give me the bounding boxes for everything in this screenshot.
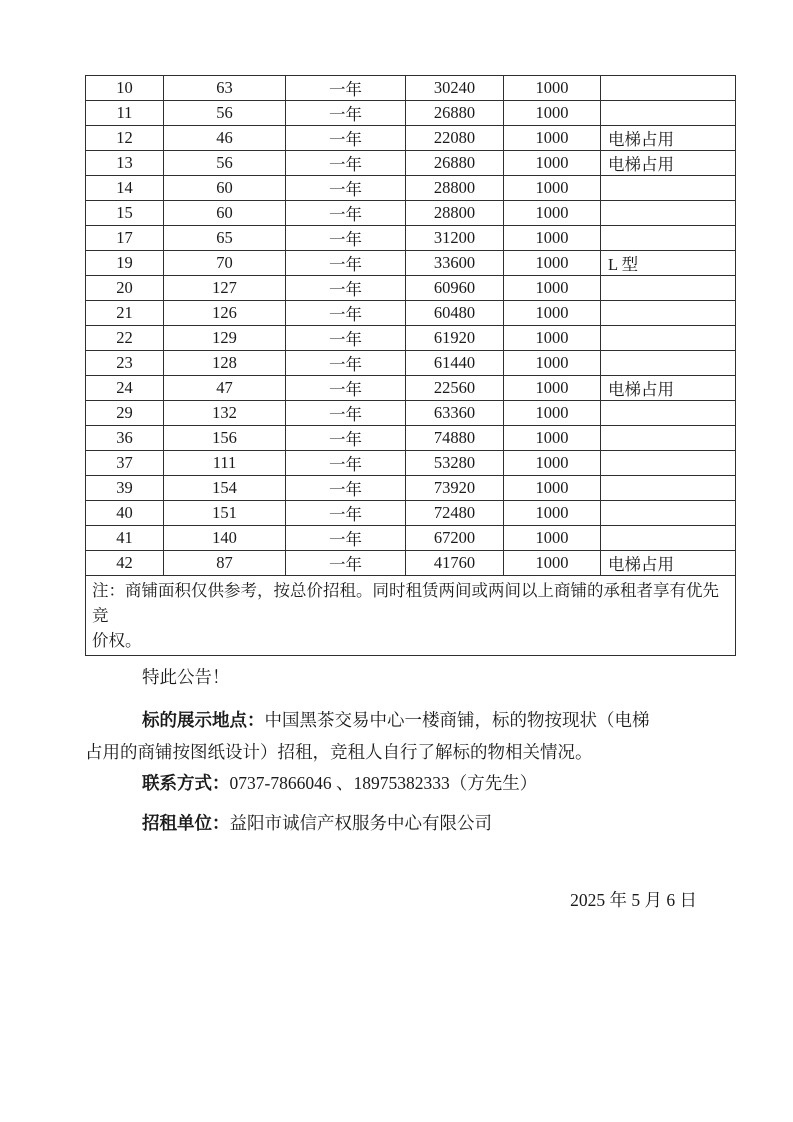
table-cell: 73920 <box>406 476 504 501</box>
note-text-line-2: 价权。 <box>92 631 142 650</box>
table-cell: 22560 <box>406 376 504 401</box>
table-cell: 1000 <box>504 301 601 326</box>
table-cell: 1000 <box>504 76 601 101</box>
table-cell: 33600 <box>406 251 504 276</box>
table-cell: 19 <box>86 251 164 276</box>
contact-label: 联系方式： <box>142 773 230 793</box>
table-cell: 24 <box>86 376 164 401</box>
table-cell: 1000 <box>504 451 601 476</box>
table-cell: 一年 <box>286 126 406 151</box>
exhibit-text: 中国黑茶交易中心一楼商铺，标的物按现状（电梯 <box>264 710 650 730</box>
table-row <box>86 476 736 501</box>
table-cell: 1000 <box>504 501 601 526</box>
table-cell: 63 <box>164 76 286 101</box>
table-cell: 1000 <box>504 276 601 301</box>
table-row <box>86 451 736 476</box>
table-cell <box>601 276 736 301</box>
table-cell: 40 <box>86 501 164 526</box>
table-row <box>86 526 736 551</box>
table-cell: 70 <box>164 251 286 276</box>
table-cell: 1000 <box>504 251 601 276</box>
shop-table-body <box>86 76 736 576</box>
table-cell: 61920 <box>406 326 504 351</box>
table-cell: 14 <box>86 176 164 201</box>
table-cell: 一年 <box>286 176 406 201</box>
table-cell: 39 <box>86 476 164 501</box>
table-cell: 15 <box>86 201 164 226</box>
table-cell: 13 <box>86 151 164 176</box>
table-note-cell <box>86 576 736 656</box>
table-cell: 29 <box>86 401 164 426</box>
table-cell: 151 <box>164 501 286 526</box>
org-line <box>85 810 735 836</box>
table-cell: 一年 <box>286 426 406 451</box>
table-cell: 1000 <box>504 201 601 226</box>
table-cell: 电梯占用 <box>601 551 736 576</box>
table-cell: 28800 <box>406 176 504 201</box>
table-cell: 17 <box>86 226 164 251</box>
table-cell <box>601 476 736 501</box>
org-label: 招租单位： <box>142 813 230 833</box>
table-cell: 74880 <box>406 426 504 451</box>
table-cell: 一年 <box>286 476 406 501</box>
table-cell: 电梯占用 <box>601 376 736 401</box>
table-cell: 60 <box>164 201 286 226</box>
table-row <box>86 226 736 251</box>
table-cell: 22080 <box>406 126 504 151</box>
table-cell: 56 <box>164 151 286 176</box>
date-text: 2025 年 5 月 6 日 <box>570 890 697 910</box>
table-cell: 1000 <box>504 526 601 551</box>
table-cell: 一年 <box>286 226 406 251</box>
table-cell: 11 <box>86 101 164 126</box>
table-cell <box>601 201 736 226</box>
table-cell: 一年 <box>286 201 406 226</box>
table-cell <box>601 426 736 451</box>
exhibit-text-line-2: 占用的商铺按图纸设计）招租，竞租人自行了解标的物相关情况。 <box>85 742 593 762</box>
table-cell: 一年 <box>286 351 406 376</box>
table-cell: 126 <box>164 301 286 326</box>
table-cell: 1000 <box>504 376 601 401</box>
table-cell: 128 <box>164 351 286 376</box>
table-cell: 一年 <box>286 401 406 426</box>
table-cell: 电梯占用 <box>601 126 736 151</box>
table-cell: 1000 <box>504 476 601 501</box>
note-text-line-1: 注：商铺面积仅供参考，按总价招租。同时租赁两间或两间以上商铺的承租者享有优先竞 <box>92 581 719 625</box>
table-cell: 26880 <box>406 101 504 126</box>
table-cell: L 型 <box>601 251 736 276</box>
table-cell: 一年 <box>286 76 406 101</box>
table-cell: 1000 <box>504 151 601 176</box>
table-row <box>86 426 736 451</box>
table-cell <box>601 351 736 376</box>
table-cell <box>601 401 736 426</box>
table-cell: 140 <box>164 526 286 551</box>
table-cell: 28800 <box>406 201 504 226</box>
table-cell: 一年 <box>286 251 406 276</box>
table-cell: 1000 <box>504 401 601 426</box>
table-cell: 41760 <box>406 551 504 576</box>
table-cell: 129 <box>164 326 286 351</box>
table-row <box>86 76 736 101</box>
table-cell: 一年 <box>286 101 406 126</box>
table-cell: 1000 <box>504 101 601 126</box>
table-cell: 一年 <box>286 451 406 476</box>
table-cell: 一年 <box>286 276 406 301</box>
table-cell: 20 <box>86 276 164 301</box>
table-cell: 61440 <box>406 351 504 376</box>
table-cell: 36 <box>86 426 164 451</box>
table-cell: 42 <box>86 551 164 576</box>
table-row <box>86 151 736 176</box>
document-content <box>85 75 735 913</box>
table-cell <box>601 226 736 251</box>
table-cell: 一年 <box>286 301 406 326</box>
table-cell: 21 <box>86 301 164 326</box>
table-cell: 37 <box>86 451 164 476</box>
table-cell: 67200 <box>406 526 504 551</box>
table-cell: 22 <box>86 326 164 351</box>
table-row <box>86 251 736 276</box>
table-cell: 127 <box>164 276 286 301</box>
table-cell: 60960 <box>406 276 504 301</box>
table-cell: 26880 <box>406 151 504 176</box>
table-cell: 1000 <box>504 126 601 151</box>
table-cell: 31200 <box>406 226 504 251</box>
table-cell: 12 <box>86 126 164 151</box>
table-row <box>86 301 736 326</box>
table-cell: 60 <box>164 176 286 201</box>
table-cell: 电梯占用 <box>601 151 736 176</box>
table-cell: 41 <box>86 526 164 551</box>
table-row <box>86 376 736 401</box>
table-cell <box>601 76 736 101</box>
table-cell <box>601 526 736 551</box>
table-cell: 46 <box>164 126 286 151</box>
table-cell: 156 <box>164 426 286 451</box>
table-cell: 65 <box>164 226 286 251</box>
table-cell: 30240 <box>406 76 504 101</box>
table-cell: 一年 <box>286 376 406 401</box>
table-cell: 63360 <box>406 401 504 426</box>
table-cell <box>601 451 736 476</box>
table-cell: 1000 <box>504 176 601 201</box>
table-cell: 87 <box>164 551 286 576</box>
table-row <box>86 401 736 426</box>
table-cell: 一年 <box>286 526 406 551</box>
org-value: 益阳市诚信产权服务中心有限公司 <box>229 813 492 833</box>
contact-value: 0737-7866046 、18975382333（方先生） <box>229 773 538 793</box>
table-row <box>86 176 736 201</box>
table-row <box>86 126 736 151</box>
table-cell: 60480 <box>406 301 504 326</box>
table-cell: 一年 <box>286 501 406 526</box>
table-cell: 154 <box>164 476 286 501</box>
table-row <box>86 501 736 526</box>
table-cell: 111 <box>164 451 286 476</box>
announcement-text: 特此公告！ <box>142 667 230 687</box>
shop-table <box>85 75 736 656</box>
table-cell <box>601 176 736 201</box>
table-cell: 10 <box>86 76 164 101</box>
exhibit-text-line-1 <box>85 704 735 736</box>
table-cell: 47 <box>164 376 286 401</box>
table-row <box>86 351 736 376</box>
table-note-row <box>86 576 736 656</box>
table-row <box>86 276 736 301</box>
table-cell: 一年 <box>286 326 406 351</box>
table-cell <box>601 301 736 326</box>
table-row <box>86 101 736 126</box>
table-cell: 一年 <box>286 151 406 176</box>
table-cell <box>601 326 736 351</box>
table-cell: 1000 <box>504 351 601 376</box>
exhibit-paragraph <box>85 704 735 768</box>
table-cell: 72480 <box>406 501 504 526</box>
table-row <box>86 551 736 576</box>
table-row <box>86 201 736 226</box>
table-cell: 53280 <box>406 451 504 476</box>
table-cell: 132 <box>164 401 286 426</box>
table-cell: 1000 <box>504 326 601 351</box>
table-cell: 56 <box>164 101 286 126</box>
table-cell <box>601 501 736 526</box>
table-row <box>86 326 736 351</box>
table-cell <box>601 101 736 126</box>
table-cell: 一年 <box>286 551 406 576</box>
exhibit-label: 标的展示地点： <box>142 710 265 730</box>
contact-line <box>85 770 735 796</box>
table-cell: 1000 <box>504 426 601 451</box>
table-cell: 23 <box>86 351 164 376</box>
table-cell: 1000 <box>504 551 601 576</box>
table-cell: 1000 <box>504 226 601 251</box>
